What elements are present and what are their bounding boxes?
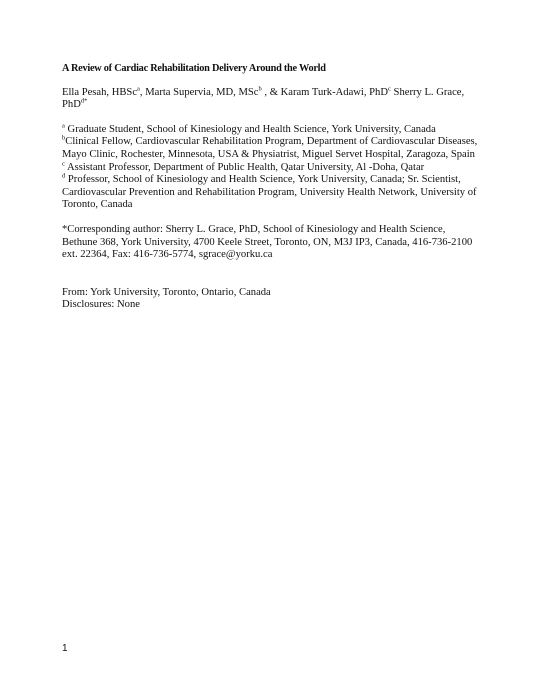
author-separator: , & (261, 86, 281, 98)
institution-line: From: York University, Toronto, Ontario, Canada (62, 286, 271, 298)
author-list (62, 87, 482, 112)
affiliation-mark: c (62, 160, 65, 168)
paper-title: A Review of Cardiac Rehabilitation Delivery Around the World (62, 63, 326, 74)
affiliation-text: Clinical Fellow, Cardiovascular Rehabilitation Program, Department of Cardiovascular Diseases, Mayo Clinic, Rochester, Minnesota, USA & Physiatrist, Miguel Servet Hospital, Zaragoza, Spain (62, 136, 478, 160)
affiliation-item (62, 174, 482, 212)
affiliations (62, 124, 482, 212)
affiliation-mark: b (62, 134, 66, 142)
author-name: Sherry L. Grace, PhD (62, 86, 465, 111)
author-name: Karam Turk-Adawi, PhD (280, 86, 388, 98)
affiliation-text: Professor, School of Kinesiology and Health Science, York University, Canada; Sr. Scientist, Cardiovascular Prevention and Rehabilitation Program, University Health Network, University of Toronto, Canada (62, 174, 477, 211)
affiliation-mark: a (62, 122, 65, 130)
author-affiliation-mark: d* (80, 97, 88, 105)
affiliation-item (62, 136, 482, 161)
corresponding-author: *Corresponding author: Sherry L. Grace, PhD, School of Kinesiology and Health Science, Bethune 368, York University, 4700 Keele Street, Toronto, ON, M3J IP3, Canada, 416-736-2100 ext. 22364, Fax: 416-736-5774, sgrace@yorku.ca (62, 223, 473, 261)
affiliation-item (62, 124, 482, 137)
title-page-content (62, 63, 482, 312)
author-affiliation-mark: a (137, 85, 140, 93)
author-name: Ella Pesah, HBSc (62, 86, 138, 98)
author-name: Marta Supervia, MD, MSc (145, 86, 259, 98)
affiliation-mark: d (62, 172, 66, 180)
affiliation-text: Assistant Professor, Department of Public Health, Qatar University, Al -Doha, Qatar (64, 161, 425, 173)
page-number: 1 (62, 643, 68, 654)
affiliation-item (62, 162, 482, 175)
author-affiliation-mark: b (258, 85, 262, 93)
author-affiliation-mark: c (388, 85, 391, 93)
disclosures-line: Disclosures: None (62, 299, 140, 311)
author-separator: , (139, 86, 146, 98)
affiliation-text: Graduate Student, School of Kinesiology and Health Science, York University, Canada (64, 123, 436, 135)
